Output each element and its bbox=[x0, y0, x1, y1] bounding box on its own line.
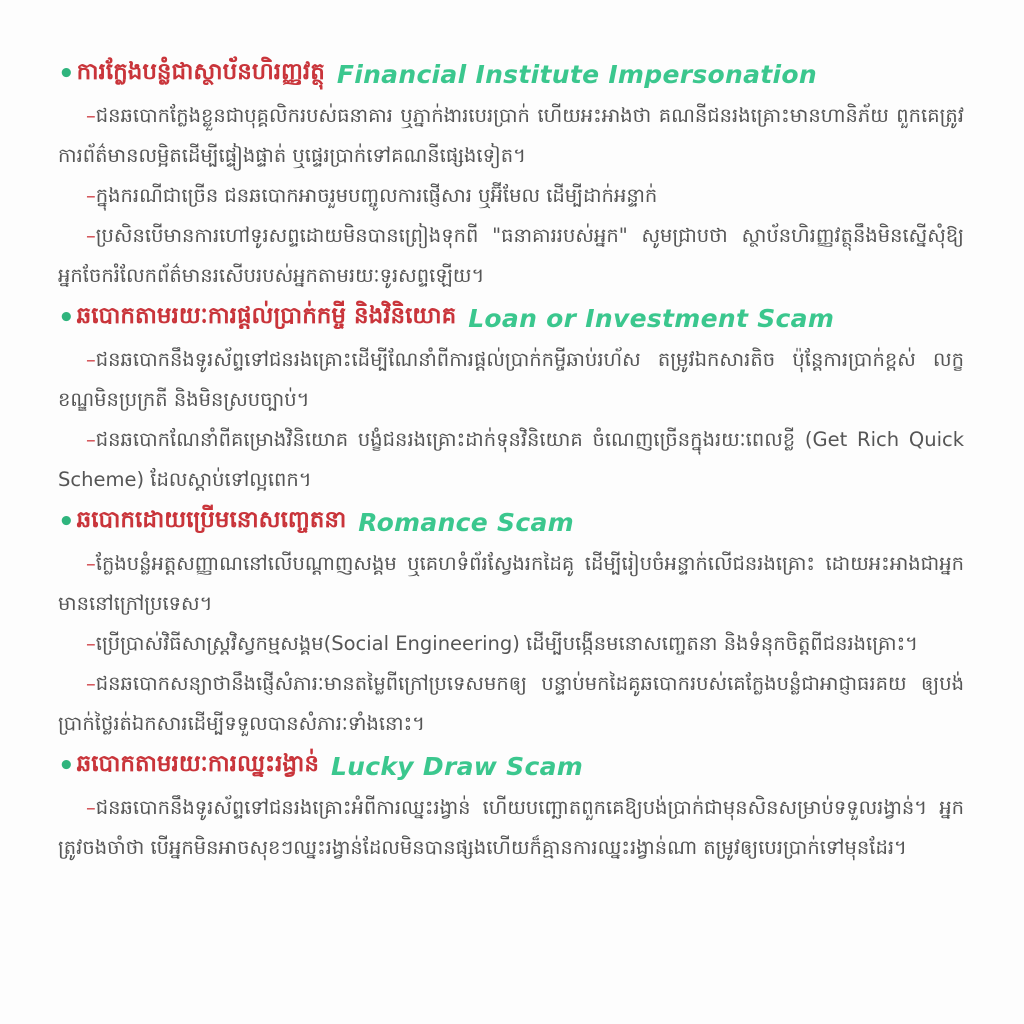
section-romance-scam bbox=[58, 500, 964, 744]
section-title-english: Lucky Draw Scam bbox=[330, 751, 584, 781]
bullet-icon: • bbox=[58, 303, 75, 333]
dash-marker: – bbox=[86, 224, 96, 247]
paragraph bbox=[58, 216, 964, 296]
paragraph bbox=[58, 420, 964, 500]
paragraph bbox=[58, 544, 964, 624]
section-financial-impersonation bbox=[58, 52, 964, 296]
section-title-english: Romance Scam bbox=[358, 507, 575, 537]
paragraph-text: ជនឆបោកក្លែងខ្លួនជាបុគ្គលិករបស់ធនាគារ ឬភ្នាក់ងារបេរប្រាក់ ហើយអះអាងថា គណនីជនរងគ្រោះមានហានិភ័យ ពួកគេត្រូវការព័ត៌មានលម្អិតដើម្បីផ្ទៀងផ្ទាត់ ឬផ្ទេរប្រាក់ទៅគណនីផ្សេងទៀត។ bbox=[58, 104, 964, 167]
paragraph bbox=[58, 340, 964, 420]
section-title-english: Financial Institute Impersonation bbox=[336, 59, 817, 89]
bullet-icon: • bbox=[58, 59, 75, 89]
paragraph-text: ប្រសិនបើមានការហៅទូរសព្ទដោយមិនបានព្រៀងទុកពី "ធនាគាររបស់អ្នក" សូមជ្រាបថា ស្ថាប័នហិរញ្ញវត្ថុនឹងមិនស្នើសុំឱ្យអ្នកចែករំលែកព័ត៌មានរសើបរបស់អ្នកតាមរយៈទូរសព្ទឡើយ។ bbox=[58, 224, 964, 287]
dash-marker: – bbox=[86, 632, 96, 655]
dash-marker: – bbox=[86, 348, 96, 371]
paragraph bbox=[58, 788, 964, 868]
paragraph-text: ជនឆបោកសន្យាថានឹងផ្ញើសំភារៈមានតម្លៃពីក្រៅប្រទេសមកឲ្យ បន្ទាប់មកដៃគូឆបោករបស់គេក្លែងបន្លំជាអាជ្ញាធរគយ ឲ្យបង់ប្រាក់ថ្លៃរត់ឯកសារដើម្បីទទួលបានសំភារៈទាំងនោះ។ bbox=[58, 672, 964, 735]
paragraph-text: ជនឆបោកនឹងទូរស័ព្ទទៅជនរងគ្រោះអំពីការឈ្នះរង្វាន់ ហើយបញ្ឆោតពួកគេឱ្យបង់ប្រាក់ជាមុនសិនសម្រាប់ទទួលរង្វាន់។ អ្នកត្រូវចងចាំថា បើអ្នកមិនអាចសុខៗឈ្នះរង្វាន់ដែលមិនបានផ្សងហើយក៏គ្មានការឈ្នះរង្វាន់ណា តម្រូវឲ្យបេរប្រាក់ទៅមុនដែរ។ bbox=[58, 796, 964, 859]
section-title-khmer: ឆបោកដោយប្រើមនោសញ្ចេតនា bbox=[76, 506, 347, 533]
section-title-khmer: ឆបោកតាមរយៈការផ្តល់ប្រាក់កម្ចី និងវិនិយោគ bbox=[76, 302, 457, 329]
section-heading bbox=[58, 744, 964, 788]
dash-marker: – bbox=[86, 672, 96, 695]
section-heading bbox=[58, 500, 964, 544]
dash-marker: – bbox=[86, 428, 96, 451]
paragraph-text: ជនឆបោកនឹងទូរស័ព្ទទៅជនរងគ្រោះដើម្បីណែនាំពីការផ្តល់ប្រាក់កម្ចីឆាប់រហ័ស តម្រូវឯកសារតិច ប៉ុន្តែការប្រាក់ខ្ពស់ លក្ខខណ្ឌមិនប្រក្រតី និងមិនស្របច្បាប់។ bbox=[58, 348, 964, 411]
paragraph bbox=[58, 96, 964, 176]
paragraph bbox=[58, 176, 964, 216]
paragraph-text: ជនឆបោកណែនាំពីគម្រោងវិនិយោគ បង្ខំជនរងគ្រោះដាក់ទុនវិនិយោគ ចំណេញច្រើនក្នុងរយៈពេលខ្លី (Get Rich Quick Scheme) ដែលស្តាប់ទៅល្អពេក។ bbox=[58, 428, 964, 491]
dash-marker: – bbox=[86, 184, 96, 207]
section-title-khmer: ឆបោកតាមរយៈការឈ្នះរង្វាន់ bbox=[76, 750, 319, 777]
dash-marker: – bbox=[86, 104, 96, 127]
section-title-english: Loan or Investment Scam bbox=[468, 303, 835, 333]
dash-marker: – bbox=[86, 796, 96, 819]
paragraph-text: ក្លែងបន្លំអត្តសញ្ញាណនៅលើបណ្តាញសង្គម ឬគេហទំព័រស្វែងរកដៃគូ ដើម្បីរៀបចំអន្ទាក់លើជនរងគ្រោះ ដោយអះអាងជាអ្នកមាននៅក្រៅប្រទេស។ bbox=[58, 552, 964, 615]
section-title-khmer: ការក្លែងបន្លំជាស្ថាប័នហិរញ្ញវត្ថុ bbox=[76, 58, 325, 85]
section-heading bbox=[58, 52, 964, 96]
paragraph-text: ប្រើប្រាស់វិធីសាស្ត្រវិស្វកម្មសង្គម(Social Engineering) ដើម្បីបង្កើនមនោសញ្ចេតនា និងទំនុកចិត្តពីជនរងគ្រោះ។ bbox=[95, 632, 919, 655]
section-lucky-draw bbox=[58, 744, 964, 868]
section-loan-investment bbox=[58, 296, 964, 500]
paragraph bbox=[58, 664, 964, 744]
section-heading bbox=[58, 296, 964, 340]
dash-marker: – bbox=[86, 552, 96, 575]
bullet-icon: • bbox=[58, 507, 75, 537]
bullet-icon: • bbox=[58, 751, 75, 781]
paragraph bbox=[58, 624, 964, 664]
paragraph-text: ក្នុងករណីជាច្រើន ជនឆបោកអាចរួមបញ្ចូលការផ្ញើសារ ឬអ៊ីមែល ដើម្បីដាក់អន្ទាក់ bbox=[95, 184, 658, 207]
